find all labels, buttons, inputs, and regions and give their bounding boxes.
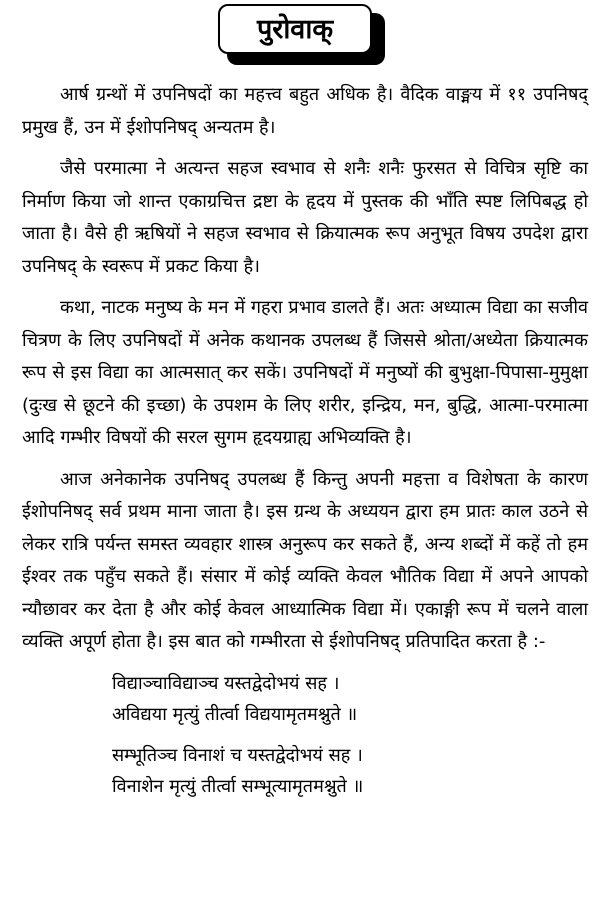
verse-line: अविद्यया मृत्युं तीर्त्वा विद्ययामृतमश्नुते ॥ bbox=[112, 703, 358, 725]
title-banner bbox=[0, 0, 600, 70]
verse-line: विद्याञ्चाविद्याञ्च यस्तद्वेदोभयं सह । bbox=[112, 672, 340, 694]
paragraph-1: आर्ष ग्रन्थों में उपनिषदों का महत्त्व बहुत अधिक है। वैदिक वाङ्मय में ११ उपनिषद् प्रमुख हैं, उन में ईशोपनिषद् अन्यतम है। bbox=[22, 84, 588, 138]
paragraph-3: कथा, नाटक मनुष्य के मन में गहरा प्रभाव डालते हैं। अतः अध्यात्म विद्या का सजीव चित्रण के लिए उपनिषदों में अनेक कथानक उपलब्ध हैं जिससे श्रोता/अध्येता क्रियात्मक रूप से इस विद्या का आत्मसात् कर सकें। उपनिषदों में मनुष्यों की बुभुक्षा-पिपासा-मुमुक्षा (दुःख से छूटने की इच्छा) के उपशम के लिए शरीर, इन्द्रिय, मन, बुद्धि, आत्मा-परमात्मा आदि गम्भीर विषयों की सरल सुगम हृदयग्राह्य अभिव्यक्ति है। bbox=[22, 297, 588, 448]
paragraph-4: आज अनेकानेक उपनिषद् उपलब्ध हैं किन्तु अपनी महत्ता व विशेषता के कारण ईशोपनिषद् सर्व प्रथम माना जाता है। इस ग्रन्थ के अध्ययन द्वारा हम प्रातः काल उठने से लेकर रात्रि पर्यन्त समस्त व्यवहार शास्त्र अनुरूप कर सकते हैं, अन्य शब्दों में कहें तो हम ईश्वर तक पहुँच सकते हैं। संसार में कोई व्यक्ति केवल भौतिक विद्या में अपने आपको न्यौछावर कर देता है और कोई केवल आध्यात्मिक विद्या में। एकाङ्गी रूप में चलने वाला व्यक्ति अपूर्ण होता है। इस बात को गम्भीरता से ईशोपनिषद् प्रतिपादित करता है :- bbox=[22, 468, 588, 652]
paragraph-2: जैसे परमात्मा ने अत्यन्त सहज स्वभाव से शनैः शनैः फुरसत से विचित्र सृष्टि का निर्माण किया जो शान्त एकाग्रचित्त द्रष्टा के हृदय में पुस्तक की भाँति स्पष्ट लिपिबद्ध हो जाता है। वैसे ही ऋषियों ने सहज स्वभाव से क्रियात्मक रूप अनुभूत विषय उपदेश द्वारा उपनिषद् के स्वरूप में प्रकट किया है। bbox=[22, 158, 588, 277]
verse-couplet-2 bbox=[112, 740, 512, 802]
verse-block bbox=[112, 668, 512, 802]
document-body bbox=[22, 79, 588, 812]
verse-line: विनाशेन मृत्युं तीर्त्वा सम्भूत्यामृतमश्नुते ॥ bbox=[112, 775, 364, 797]
page-title: पुरोवाक् bbox=[256, 13, 334, 45]
verse-line: सम्भूतिञ्च विनाशं च यस्तद्वेदोभयं सह । bbox=[112, 744, 363, 766]
title-box bbox=[218, 4, 372, 54]
verse-couplet-1 bbox=[112, 668, 512, 730]
